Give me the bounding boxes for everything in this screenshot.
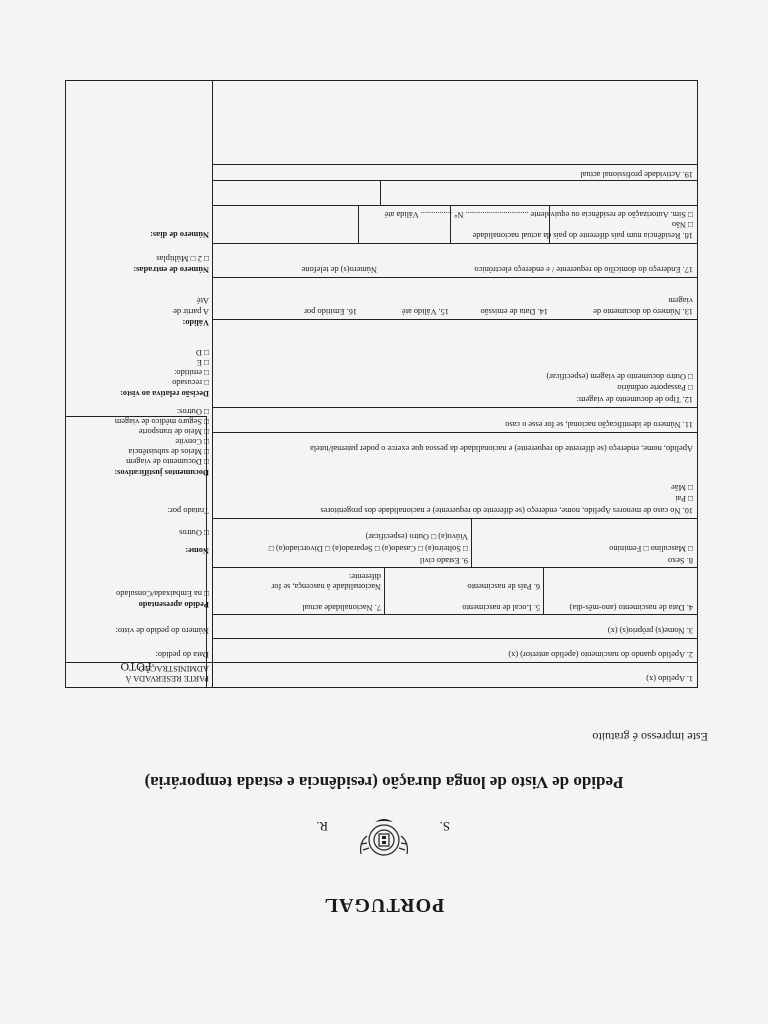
s-letter: S. <box>439 819 450 834</box>
admin-entries-options[interactable]: □ 2 □ Múltiplas <box>156 253 209 263</box>
row-line <box>213 614 697 615</box>
row-line <box>213 638 697 639</box>
row-line <box>213 432 697 433</box>
field-father[interactable]: □ Pai <box>675 493 693 503</box>
admin-valid: Válido: <box>182 318 209 327</box>
cell-divider <box>471 519 472 568</box>
row-line <box>213 180 697 181</box>
field-travel-document-number-2: viagem <box>668 296 693 305</box>
field-travel-document-type: 12. Tipo de documento de viagem: <box>576 395 693 404</box>
admin-column-divider <box>212 81 213 687</box>
admin-embassy[interactable]: □ na Embaixada/Consulado <box>116 588 209 598</box>
field-civil-status-options[interactable]: □ Solteiro(a) □ Casado(a) □ Separado(a) □ Divorciado(a) □ <box>269 543 468 553</box>
admin-handled-by: Tratado por: <box>167 506 209 515</box>
row-line <box>213 407 697 408</box>
admin-request-date: Data do pedido: <box>155 650 209 659</box>
admin-option-d[interactable]: □ D <box>196 347 209 357</box>
admin-doc-invitation[interactable]: □ Convite <box>175 436 209 446</box>
field-nationality-different: diferente: <box>348 572 381 581</box>
admin-valid-until: Até <box>196 296 209 305</box>
field-residence-yes[interactable]: □ Sim. Autorização de residência ou equivalente .............................. N° ............... Válida até <box>385 209 693 219</box>
field-travel-document-number: 13. Número do documento de <box>593 307 693 316</box>
field-ordinary-passport[interactable]: □ Passaporte ordinário <box>617 382 693 392</box>
cell-divider <box>358 206 359 244</box>
row-line <box>213 164 697 165</box>
photo-label: FOTO <box>120 660 152 674</box>
field-other-travel-document[interactable]: □ Outro documento de viagem (especificar) <box>546 371 693 381</box>
field-surname: 1. Apelido (x) <box>646 674 693 683</box>
field-place-of-birth: 5. Local de nascimento <box>462 603 540 612</box>
r-letter: R. <box>316 819 328 834</box>
row-line <box>213 243 697 244</box>
field-surname-at-birth: 2. Apelido quando do nascimento (apelido anterior) (x) <box>508 650 693 659</box>
admin-entries: Número de entradas: <box>133 265 209 274</box>
row-line <box>213 319 697 320</box>
field-issue-date: 14. Data de emissão <box>480 307 548 316</box>
row-line <box>213 567 697 568</box>
field-minors-parents: 10. No caso de menores Apelido, nome, endereço (se diferente do requerente) e nacionalidade dos progenitores <box>320 506 693 515</box>
field-sex-options[interactable]: □ Masculino □ Feminino <box>609 543 693 553</box>
admin-option-e[interactable]: □ E <box>197 357 209 367</box>
row-line <box>213 277 697 278</box>
field-country-of-birth: 6. País de nascimento <box>467 582 540 591</box>
field-date-of-birth: 4. Data de nascimento (ano-mês-dia) <box>569 603 693 612</box>
admin-issued[interactable]: □ emitido: <box>174 367 209 377</box>
cell-divider <box>543 568 544 615</box>
admin-supporting-docs: Documentos justificativos: <box>114 468 209 477</box>
form-title: Pedido de Visto de longa duração (residência e estada temporária) <box>144 773 624 792</box>
field-residence-other-country: 18. Residência num país diferente do país da actual nacionalidade <box>472 231 693 240</box>
admin-doc-others[interactable]: □ Outros: <box>177 406 209 416</box>
field-issued-by: 16. Emitido por <box>304 307 357 316</box>
field-sex: 8. Sexo <box>667 556 693 565</box>
admin-days: Número de dias: <box>150 230 209 239</box>
row-line <box>213 662 697 663</box>
cell-divider <box>380 181 381 206</box>
admin-doc-insurance[interactable]: □ Seguro médico de viagem <box>115 416 209 426</box>
field-guardian: Apelido, nome, endereço (se diferente do requerente) e nacionalidade da pessoa que exerce o poder paternal/tutela <box>310 444 693 453</box>
admin-request-submitted: Pedido apresentado <box>138 600 209 609</box>
coat-of-arms-icon <box>355 816 413 864</box>
field-valid-until: 15. Válido até <box>401 307 449 316</box>
admin-doc-transport[interactable]: □ Meio de transporte <box>139 426 209 436</box>
field-civil-status: 9. Estado civil <box>419 556 468 565</box>
admin-reserved-title: PARTE RESERVADA À <box>125 674 209 683</box>
field-first-names: 3. Nome(s) próprio(s) (x) <box>607 626 693 635</box>
admin-doc-travel[interactable]: □ Documento de viagem <box>126 456 209 466</box>
cell-divider <box>384 568 385 615</box>
free-form-note: Este impresso é gratuito <box>592 730 708 744</box>
form-table <box>65 80 698 688</box>
admin-name: Nome: <box>185 546 209 555</box>
row-line <box>213 518 697 519</box>
admin-visa-decision: Decisão relativa ao visto: <box>120 389 209 398</box>
field-residence-no[interactable]: □ Não <box>672 219 693 229</box>
country-title: PORTUGAL <box>323 894 445 916</box>
field-mother[interactable]: □ Mãe <box>671 482 693 492</box>
admin-request-number: Número do pedido de visto: <box>115 626 209 635</box>
field-nationality-at-birth: Nacionalidade à nascença, se for <box>271 582 381 591</box>
field-phone-numbers: Número(s) de telefone <box>301 265 377 274</box>
field-national-id: 11. Número de identificação nacional, se for esse o caso <box>505 420 693 429</box>
admin-reserved-title-2: ADMINISTRAÇÃO <box>138 664 209 673</box>
row-line <box>213 205 697 206</box>
admin-refused[interactable]: □ recusado <box>172 377 209 387</box>
field-home-address: 17. Endereço do domicílio do requerente / e endereço electrónico <box>474 265 693 274</box>
field-current-occupation: 19. Actividade profissional actual <box>580 170 693 179</box>
admin-doc-means[interactable]: □ Meios de subsistência <box>128 446 209 456</box>
field-civil-status-options-2[interactable]: Viúvo(a) □ Outro (especificar) <box>365 532 468 541</box>
admin-valid-from: A partir de <box>173 307 209 316</box>
field-current-nationality: 7. Nacionalidade actual <box>302 603 381 612</box>
admin-others[interactable]: □ Outros <box>179 527 209 537</box>
